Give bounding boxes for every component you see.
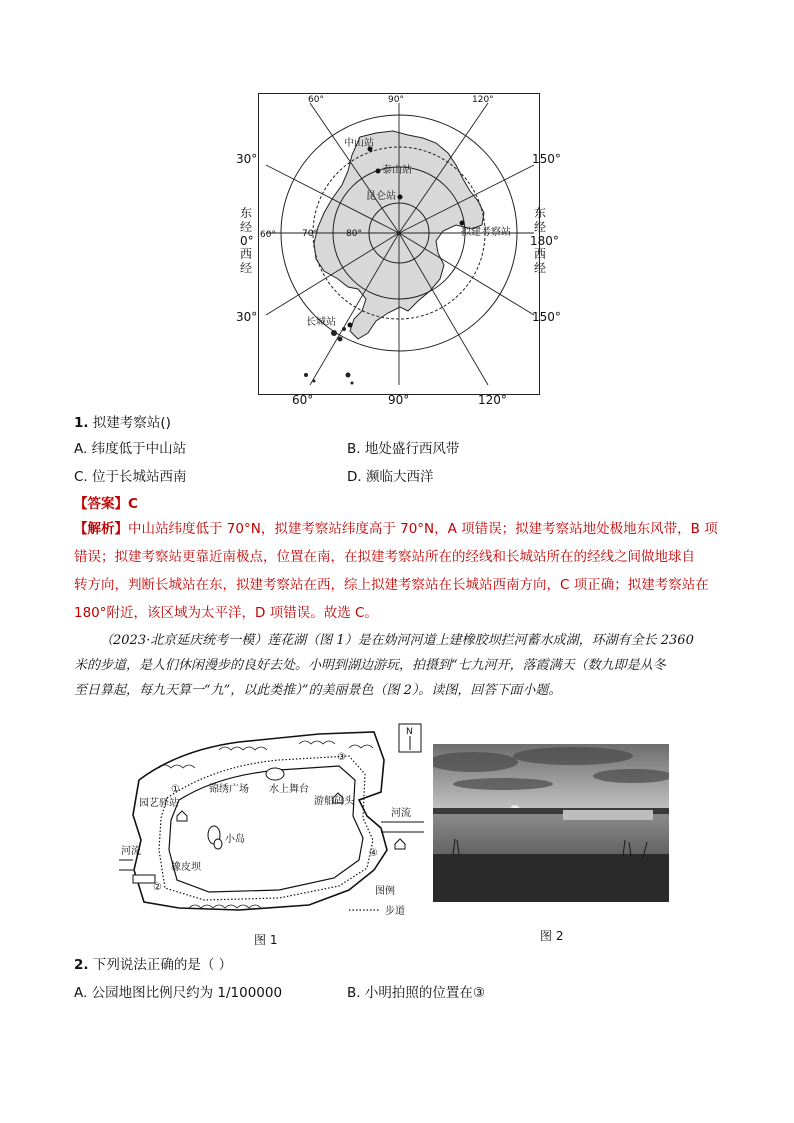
q1-answer-tag: 【答案】 — [74, 496, 128, 512]
label-xiangpi: 橡皮坝 — [171, 862, 201, 873]
label-yuanyi: 园艺驿站 — [139, 798, 179, 809]
q1-option-c-key: C. — [74, 469, 88, 485]
q1-analysis-line-1 — [74, 515, 734, 543]
q1-analysis-line-4: 180°附近，该区域为太平洋，D 项错误。故选 C。 — [74, 605, 378, 621]
q1-option-b-text: 地处盛行西风带 — [364, 441, 460, 457]
sunset-photo — [433, 744, 669, 902]
q2-option-b-key: B. — [347, 985, 361, 1001]
intro-paragraph — [74, 628, 724, 703]
lon-top-90: 90° — [388, 95, 404, 105]
intro-text-1: 莲花湖（图 1）是在妫河河道上建橡胶坝拦河蓄水成湖，环湖有全长 2360 — [267, 633, 694, 648]
legend-walkway-label: 步道 — [385, 906, 405, 917]
station-planned: 拟建考察站 — [461, 227, 511, 238]
station-taishan: 泰山站 — [382, 165, 412, 176]
house-icon — [395, 839, 405, 849]
q1-option-d-key: D. — [347, 469, 362, 485]
lon-left-60: 60° — [260, 230, 276, 240]
q1-option-d — [347, 467, 433, 487]
changcheng-dot — [348, 323, 353, 328]
q1-option-b-key: B. — [347, 441, 361, 457]
q1-answer — [74, 494, 138, 514]
q1-analysis-tag: 【解析】 — [74, 521, 128, 537]
lon-right-150-bottom: 150° — [532, 310, 561, 324]
left-side-west-longitude: 西经 — [240, 247, 253, 275]
label-river-left: 河流 — [121, 846, 141, 857]
q2-option-b — [347, 983, 485, 1003]
stage-shape — [266, 768, 284, 780]
lon-top-120: 120° — [472, 95, 494, 105]
station-kunlun: 昆仑站 — [366, 191, 396, 202]
q1-stem — [74, 413, 171, 433]
north-label: N — [406, 727, 413, 737]
island-shape-2 — [214, 839, 222, 849]
q1-option-a — [74, 439, 186, 459]
q2-option-b-text: 小明拍照的位置在③ — [364, 985, 485, 1001]
rubber-dam — [133, 875, 155, 883]
q2-stem-text: 下列说法正确的是（ ） — [92, 957, 233, 973]
station-zhongshan: 中山站 — [344, 138, 374, 149]
river-right — [381, 822, 424, 832]
q1-option-d-text: 濒临大西洋 — [365, 469, 434, 485]
intro-source: （2023·北京延庆统考一模） — [100, 633, 268, 648]
right-side-west-longitude: 西经 — [534, 247, 547, 275]
label-shuishang: 水上舞台 — [269, 784, 309, 795]
q1-stem-text: 拟建考察站() — [92, 415, 171, 431]
lon-left-30-top: 30° — [236, 152, 258, 166]
lon-bottom-90: 90° — [388, 393, 410, 407]
caption-figure1: 图 1 — [254, 933, 278, 947]
q2-number: 2. — [74, 957, 89, 973]
antarctica-map — [258, 93, 540, 395]
marker-1: ① — [171, 784, 180, 795]
label-xiaodao: 小岛 — [225, 834, 245, 845]
q1-option-c-text: 位于长城站西南 — [92, 469, 187, 485]
kunlun-dot — [398, 195, 403, 200]
q1-analysis — [74, 515, 734, 627]
planned-station-dot — [460, 221, 465, 226]
lon-left-30-bottom: 30° — [236, 310, 258, 324]
q1-option-a-key: A. — [74, 441, 88, 457]
sunset-photo-svg — [433, 744, 669, 902]
right-side-east-longitude: 东经 — [534, 206, 547, 234]
shore — [433, 854, 669, 902]
station-changcheng: 长城站 — [306, 317, 336, 328]
q1-number: 1. — [74, 415, 89, 431]
intro-line-2: 米的步道，是人们休闲漫步的良好去处。小明到湖边游玩，拍摄到“七九河开，落霞满天（数九即是从冬 — [74, 658, 666, 673]
q2-option-a-text: 公园地图比例尺约为 1/100000 — [91, 985, 283, 1001]
q1-analysis-text-1: 中山站纬度低于 70°N，拟建考察站纬度高于 70°N，A 项错误；拟建考察站地处极地东风带，B 项 — [128, 521, 718, 537]
q2-stem — [74, 955, 232, 975]
antarctica-map-svg — [258, 93, 540, 395]
label-jinxiu: 锦绣广场 — [209, 784, 249, 795]
q1-option-b — [347, 439, 459, 459]
intro-line-3: 至日算起，每九天算一“九”，以此类推）”的美丽景色（图 2）。读图，回答下面小题。 — [74, 683, 562, 698]
park-map — [119, 720, 424, 920]
legend-title: 图例 — [375, 886, 395, 897]
q2-option-a — [74, 983, 282, 1003]
q1-analysis-line-3: 转方向，判断长城站在东，拟建考察站在西，综上拟建考察站在长城站西南方向，C 项正确；拟建考察站在 — [74, 577, 709, 593]
marker-3: ③ — [337, 752, 346, 763]
q1-analysis-line-2: 错误；拟建考察站更靠近南极点，位置在南，在拟建考察站所在的经线和长城站所在的经线之间做地球自 — [74, 549, 695, 565]
marker-2: ② — [153, 882, 162, 893]
q1-answer-value: C — [128, 496, 138, 512]
river-left — [119, 860, 133, 870]
q1-option-c — [74, 467, 187, 487]
label-youchuan: 游船码头 — [314, 796, 354, 807]
intro-line-1 — [74, 628, 724, 653]
right-side-180: 180° — [530, 234, 559, 248]
lon-top-60: 60° — [308, 95, 324, 105]
q1-option-a-text: 纬度低于中山站 — [91, 441, 187, 457]
lon-right-150-top: 150° — [532, 152, 561, 166]
dock — [563, 810, 653, 820]
left-side-east-longitude: 东经 — [240, 206, 253, 234]
lat-70-label: 70° — [302, 229, 318, 239]
lon-bottom-60: 60° — [292, 393, 314, 407]
park-map-svg — [119, 720, 424, 920]
taishan-dot — [376, 169, 381, 174]
caption-figure2: 图 2 — [540, 929, 564, 943]
lat-80-label: 80° — [346, 229, 362, 239]
left-side-zero: 0° — [240, 234, 254, 248]
lon-bottom-120: 120° — [478, 393, 507, 407]
q2-option-a-key: A. — [74, 985, 88, 1001]
marker-4: ④ — [369, 848, 378, 859]
label-river-right: 河流 — [391, 808, 411, 819]
